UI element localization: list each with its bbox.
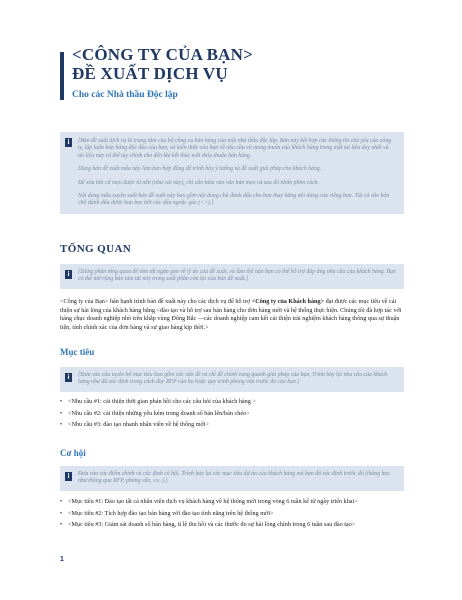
overview-tip-text: [Dùng phần tổng quan để tóm tắt ngắn gọn về lý do của đề xuất, và làm thế nào bạn có thể hỗ trợ đáp ứng nhu cầu của khách hàng. Bạn có thể mở rộng bản tóm tắt này trong suốt phần còn lại của bản đề xuất.]	[78, 269, 396, 283]
page-number: 1	[60, 556, 64, 563]
list-item: • <Mục tiêu #1: Đào tạo tất cả nhân viên dịch vụ khách hàng về hệ thống mới trong vòng 6 tuần kể từ ngày triển khai>	[60, 498, 406, 507]
info-icon: i	[65, 373, 72, 382]
intro-tip-paragraph: Nội dung mẫu xuyên suốt bản đề xuất này bao gồm nội dung chủ đánh dấu cho bạn thay bằng nội dung của riêng bạn. Tất cả văn bản chỗ đánh dấu được bao bọc bởi các dấu ngoặc góc (<>).]	[78, 193, 390, 207]
document-title: ĐỀ XUẤT DỊCH VỤ	[72, 64, 228, 83]
list-item: • <Nhu cầu #3: đào tạo nhanh nhân viên về hệ thống mới>	[60, 421, 406, 430]
overview-paragraph	[60, 298, 406, 332]
document-header	[60, 46, 420, 100]
info-icon: i	[65, 472, 72, 481]
list-item: • <Mục tiêu #3: Giảm sát doanh số bán hàng, tỉ lệ thu hồi và các thước đo sự hài lòng chính trong 6 tuần sau đào tạo>	[60, 521, 406, 530]
opportunities-tip-box	[60, 466, 404, 491]
opportunities-heading: Cơ hội	[60, 448, 86, 458]
company-placeholder: <Công ty của Bạn>	[60, 298, 109, 305]
overview-tip-box	[60, 264, 404, 289]
document-subtitle: Cho các Nhà thầu Độc lập	[72, 90, 178, 100]
goals-tip-text: [Đưa vào câu tuyên bố mục tiêu bao gồm các vấn đề và chỉ đề chính cung quanh giải pháp của bạn. Trình bày lại nhu cầu của khách hàng như đã xác định trong cách đọc RFP của họ hoặc quy trình phỏng vấn trước đó của bạn.]	[78, 372, 388, 386]
info-icon: i	[65, 270, 72, 279]
client-company-placeholder: <Công ty của Khách hàng>	[251, 298, 325, 305]
list-item: • <Nhu cầu #2: cải thiện những yêu kém trong doanh số bán lên/bán chéo>	[60, 410, 406, 419]
goals-heading: Mục tiêu	[60, 347, 95, 357]
overview-heading: TỔNG QUAN	[60, 243, 132, 255]
opportunities-tip-text: Đưa vào các điểm chính và các định có hội. Trình bày lại các mục tiêu dự án của khách hàng mà bạn đã xác định trước đó (thông học như thông qua RFP, phỏng vấn, v.v..).]	[78, 471, 391, 485]
info-icon: i	[65, 138, 72, 147]
overview-text: hân hạnh trình bản đề xuất này cho các dịch vụ để hỗ trợ	[108, 298, 252, 305]
list-item: • <Mục tiêu #2: Tích hợp đào tạo bán hàng với đào tạo tính năng trên hệ thống mới>	[60, 510, 406, 519]
list-item: • <Nhu cầu #1: cải thiện thời gian phản hồi cho các câu hỏi của khách hàng >	[60, 398, 406, 407]
intro-tip-box	[60, 132, 404, 214]
intro-tip-paragraph: Dùng bản đề xuất mẫu này làm bản hợp đồng để trình bày ý tưởng và đề xuất giải pháp cho khách hàng.	[78, 166, 322, 173]
goals-list	[60, 398, 406, 433]
company-name: <CÔNG TY CỦA BẠN>	[72, 45, 253, 64]
intro-tip-paragraph: Để xóa bất cứ mẹo được tô nền (như cái này), chỉ cần bấm vào văn bản mẹo và sau đó nhấn phím cách.	[78, 179, 320, 186]
goals-tip-box	[60, 367, 404, 392]
overview-text-rest: đạt được các mục tiêu về cải thiện sự hài lòng của khách hàng bằng <đào tạo và hỗ trợ sau bán hàng cho đơn hàng mới và hệ thống thực hiện. Chúng tôi đã hợp tác với hàng chục doanh nghiệp nhỏ trên khắp vùng Đông Bắc —các doanh nghiệp cam kết cải thiện trải nghiệm khách hàng thông qua sự thuận tiện, tính chính xác của đơn hàng và sự giao hàng kịp thời.>	[60, 298, 402, 331]
header-accent-bar	[60, 52, 64, 100]
opportunities-list	[60, 498, 406, 533]
intro-tip-paragraph: [Bản đề xuất dịch vụ là trung tâm của bộ công cụ bán hàng của một nhà thầu độc lập. Bản này kết hợp các thông tin chủ yếu của công ty, lập luận bán hàng độc đáo của bạn, và kiến thức của bạn về nhu cầu và mong muốn của khách hàng trong một tài liệu duy nhất và tài liệu này có thể tùy chỉnh cho đến khi kết thúc mỗi thỏa thuận bán hàng.	[78, 138, 392, 159]
